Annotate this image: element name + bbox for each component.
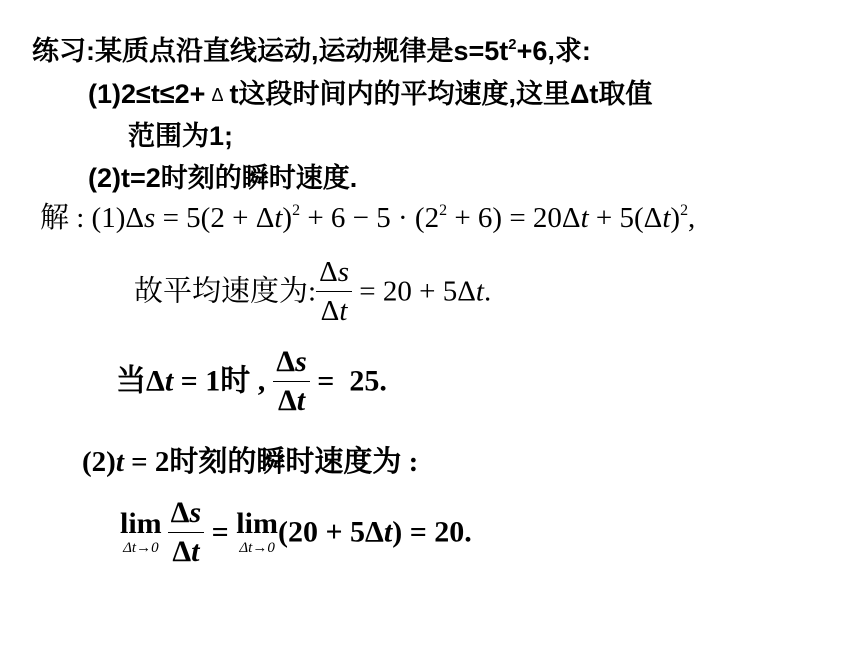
exponent: 2 <box>292 202 301 220</box>
fraction-numerator <box>168 494 205 532</box>
var-t: t <box>383 515 393 549</box>
limit-expr: (20 + 5Δ <box>277 515 384 549</box>
problem-part-1-range: 范围为1; <box>128 121 234 151</box>
lim-subscript: Δt→0 <box>239 540 275 556</box>
var-t: t <box>296 384 306 417</box>
limit-line <box>120 494 472 571</box>
var-t: t <box>164 364 174 398</box>
exponent: 2 <box>439 202 448 220</box>
solution-mid2: + 6) = 20Δ <box>447 202 581 234</box>
when-lead: 当Δ <box>116 364 165 398</box>
delta: Δ <box>320 295 340 327</box>
when-eq: = 1时 , <box>173 364 266 398</box>
problem-exponent: 2 <box>508 36 517 53</box>
solution-eq1: = 5(2 + Δ <box>155 202 275 234</box>
fraction-numerator <box>316 253 352 291</box>
fraction-ds-dt <box>316 253 352 330</box>
part-2-rest: = 2时刻的瞬时速度为 : <box>123 446 419 478</box>
problem-line-1 <box>32 29 591 68</box>
part-2-lead: (2) <box>82 446 116 478</box>
average-velocity-line <box>134 253 491 330</box>
var-s: s <box>295 345 307 378</box>
limit-result: ) = 20. <box>392 515 472 549</box>
period: . <box>483 275 492 308</box>
paren-close: ) <box>670 202 681 234</box>
var-t: t <box>274 202 283 234</box>
fraction-ds-dt <box>273 343 310 420</box>
var-t: t <box>115 446 124 478</box>
fraction-numerator <box>273 343 310 381</box>
delta: Δ <box>276 345 296 378</box>
lim-subscript: Δt→0 <box>123 540 159 556</box>
problem-part-2: (2)t=2时刻的瞬时速度. <box>88 163 358 193</box>
when-rhs: = 25. <box>309 364 387 398</box>
problem-part-1-delta: Δ <box>211 85 224 105</box>
problem-line-1-text: 练习:某质点沿直线运动,运动规律是s=5t <box>32 36 509 66</box>
problem-line-1-suffix: +6,求: <box>516 36 591 66</box>
problem-part-1-start: (1)2≤t≤2+ <box>88 79 206 109</box>
part-2-line <box>82 439 418 480</box>
delta: Δ <box>319 256 338 288</box>
var-t: t <box>475 275 484 308</box>
delta: Δ <box>170 496 190 529</box>
var-t: t <box>339 295 348 327</box>
lim-text: lim <box>120 507 162 540</box>
limit-operator <box>120 509 162 556</box>
limit-operator <box>236 509 278 556</box>
solution-mid: + 6 − 5 · (2 <box>300 202 440 234</box>
solution-line-1 <box>40 195 695 236</box>
problem-part-1-rest: t这段时间内的平均速度,这里Δt取值 <box>229 79 653 109</box>
fraction-denominator <box>316 291 352 330</box>
fraction-denominator <box>168 532 205 571</box>
var-s: s <box>189 496 202 529</box>
average-velocity-label: 故平均速度为: <box>134 275 317 308</box>
delta: Δ <box>277 384 297 417</box>
var-s: s <box>144 202 156 234</box>
var-t: t <box>191 535 200 568</box>
exponent: 2 <box>680 202 689 220</box>
solution-plus: + 5(Δ <box>588 202 663 234</box>
fraction-denominator <box>273 381 310 420</box>
paren-close: ) <box>282 202 293 234</box>
var-t: t <box>580 202 589 234</box>
delta: Δ <box>172 535 192 568</box>
delta-t-equals-1-line <box>116 343 387 420</box>
comma: , <box>688 202 696 234</box>
lim-text: lim <box>236 507 278 540</box>
fraction-ds-dt <box>168 494 205 571</box>
solution-lead: 解 : (1)Δ <box>40 202 145 234</box>
limit-eq: = <box>204 515 237 549</box>
problem-part-1 <box>88 72 652 111</box>
average-velocity-rhs: = 20 + 5Δ <box>352 275 476 308</box>
var-t: t <box>662 202 671 234</box>
var-s: s <box>337 256 350 288</box>
